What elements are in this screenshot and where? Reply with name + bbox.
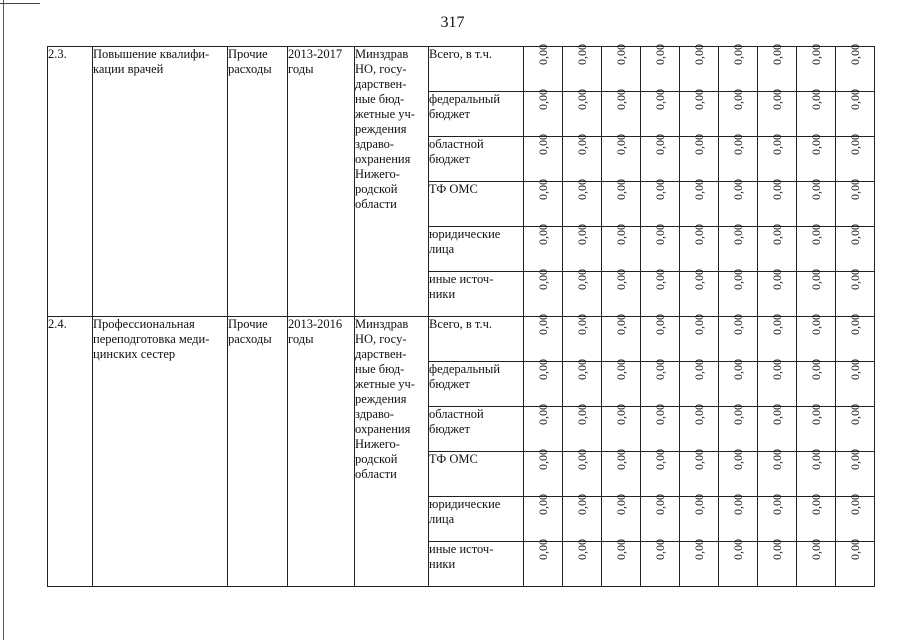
value-cell bbox=[758, 449, 797, 497]
value-text: 0,00 bbox=[808, 404, 823, 425]
value-cell bbox=[680, 134, 719, 182]
value-text: 0,00 bbox=[769, 89, 784, 110]
value-cell bbox=[602, 134, 641, 182]
value-cell bbox=[602, 539, 641, 587]
value-cell bbox=[758, 224, 797, 272]
value-text: 0,00 bbox=[613, 359, 628, 380]
value-cell bbox=[563, 449, 602, 497]
measure-name: Повышение квалифи- кации врачей bbox=[93, 47, 228, 317]
value-cell bbox=[719, 224, 758, 272]
value-cell bbox=[563, 179, 602, 227]
value-cell bbox=[758, 269, 797, 317]
value-cell bbox=[563, 134, 602, 182]
value-text: 0,00 bbox=[613, 44, 628, 65]
value-cell bbox=[719, 449, 758, 497]
funding-source: областной бюджет bbox=[429, 407, 524, 452]
value-text: 0,00 bbox=[691, 89, 706, 110]
value-cell bbox=[680, 449, 719, 497]
value-cell bbox=[797, 494, 836, 542]
value-text: 0,00 bbox=[808, 314, 823, 335]
value-text: 0,00 bbox=[574, 449, 589, 470]
value-cell bbox=[680, 89, 719, 137]
value-text: 0,00 bbox=[574, 314, 589, 335]
value-text: 0,00 bbox=[808, 539, 823, 560]
expense-type: Прочие расходы bbox=[228, 47, 288, 317]
value-cell bbox=[797, 404, 836, 452]
value-text: 0,00 bbox=[613, 224, 628, 245]
value-text: 0,00 bbox=[847, 89, 862, 110]
value-text: 0,00 bbox=[730, 134, 745, 155]
value-text: 0,00 bbox=[808, 359, 823, 380]
value-text: 0,00 bbox=[652, 224, 667, 245]
value-text: 0,00 bbox=[613, 89, 628, 110]
value-cell bbox=[758, 359, 797, 407]
value-text: 0,00 bbox=[574, 404, 589, 425]
funding-source: Всего, в т.ч. bbox=[429, 317, 524, 362]
value-cell bbox=[719, 179, 758, 227]
value-text: 0,00 bbox=[613, 539, 628, 560]
value-cell bbox=[602, 314, 641, 362]
value-cell bbox=[836, 134, 875, 182]
value-cell bbox=[524, 44, 563, 92]
value-text: 0,00 bbox=[847, 404, 862, 425]
value-text: 0,00 bbox=[808, 179, 823, 200]
value-text: 0,00 bbox=[769, 269, 784, 290]
value-cell bbox=[836, 314, 875, 362]
value-cell bbox=[641, 179, 680, 227]
value-cell bbox=[524, 314, 563, 362]
value-cell bbox=[797, 44, 836, 92]
value-text: 0,00 bbox=[535, 134, 550, 155]
value-text: 0,00 bbox=[847, 314, 862, 335]
value-text: 0,00 bbox=[691, 539, 706, 560]
value-text: 0,00 bbox=[574, 494, 589, 515]
value-text: 0,00 bbox=[691, 449, 706, 470]
value-cell bbox=[524, 134, 563, 182]
value-text: 0,00 bbox=[652, 539, 667, 560]
value-cell bbox=[641, 134, 680, 182]
value-text: 0,00 bbox=[613, 134, 628, 155]
value-text: 0,00 bbox=[535, 269, 550, 290]
funding-source: юридические лица bbox=[429, 497, 524, 542]
value-text: 0,00 bbox=[613, 494, 628, 515]
value-text: 0,00 bbox=[535, 449, 550, 470]
value-text: 0,00 bbox=[691, 314, 706, 335]
value-text: 0,00 bbox=[535, 224, 550, 245]
value-cell bbox=[680, 359, 719, 407]
funding-source: федеральный бюджет bbox=[429, 92, 524, 137]
value-text: 0,00 bbox=[730, 224, 745, 245]
value-cell bbox=[836, 539, 875, 587]
value-cell bbox=[524, 224, 563, 272]
value-cell bbox=[836, 89, 875, 137]
value-cell bbox=[680, 314, 719, 362]
value-cell bbox=[563, 224, 602, 272]
scan-edge-mark bbox=[0, 3, 40, 4]
value-text: 0,00 bbox=[769, 224, 784, 245]
value-text: 0,00 bbox=[574, 179, 589, 200]
value-text: 0,00 bbox=[769, 449, 784, 470]
value-text: 0,00 bbox=[535, 494, 550, 515]
value-cell bbox=[524, 359, 563, 407]
value-text: 0,00 bbox=[769, 359, 784, 380]
period: 2013-2016 годы bbox=[288, 317, 355, 587]
value-cell bbox=[797, 314, 836, 362]
value-text: 0,00 bbox=[730, 449, 745, 470]
value-text: 0,00 bbox=[769, 314, 784, 335]
value-text: 0,00 bbox=[808, 89, 823, 110]
value-cell bbox=[719, 359, 758, 407]
value-text: 0,00 bbox=[574, 44, 589, 65]
value-cell bbox=[719, 494, 758, 542]
item-number: 2.4. bbox=[48, 317, 93, 587]
value-text: 0,00 bbox=[691, 44, 706, 65]
value-text: 0,00 bbox=[808, 44, 823, 65]
value-text: 0,00 bbox=[847, 449, 862, 470]
program-table bbox=[47, 46, 875, 587]
value-text: 0,00 bbox=[808, 494, 823, 515]
value-cell bbox=[602, 494, 641, 542]
value-cell bbox=[680, 44, 719, 92]
value-cell bbox=[680, 494, 719, 542]
value-text: 0,00 bbox=[730, 539, 745, 560]
value-text: 0,00 bbox=[691, 134, 706, 155]
value-cell bbox=[680, 269, 719, 317]
value-text: 0,00 bbox=[652, 449, 667, 470]
funding-source: ТФ ОМС bbox=[429, 452, 524, 497]
value-text: 0,00 bbox=[613, 314, 628, 335]
value-cell bbox=[719, 314, 758, 362]
value-text: 0,00 bbox=[535, 89, 550, 110]
value-cell bbox=[719, 404, 758, 452]
value-text: 0,00 bbox=[847, 179, 862, 200]
value-cell bbox=[563, 44, 602, 92]
value-cell bbox=[641, 89, 680, 137]
value-cell bbox=[602, 404, 641, 452]
value-cell bbox=[758, 404, 797, 452]
value-text: 0,00 bbox=[652, 134, 667, 155]
value-text: 0,00 bbox=[847, 224, 862, 245]
value-text: 0,00 bbox=[574, 224, 589, 245]
value-text: 0,00 bbox=[691, 269, 706, 290]
value-cell bbox=[563, 359, 602, 407]
value-text: 0,00 bbox=[769, 179, 784, 200]
value-cell bbox=[797, 449, 836, 497]
value-text: 0,00 bbox=[652, 314, 667, 335]
page-number: 317 bbox=[440, 14, 465, 31]
value-cell bbox=[758, 44, 797, 92]
value-text: 0,00 bbox=[847, 44, 862, 65]
value-text: 0,00 bbox=[769, 404, 784, 425]
value-cell bbox=[524, 449, 563, 497]
executor: Минздрав НО, госу- дарствен- ные бюд- жетные уч- реждения здраво- охранения Нижего- родской области bbox=[355, 317, 429, 587]
value-text: 0,00 bbox=[535, 539, 550, 560]
value-text: 0,00 bbox=[730, 359, 745, 380]
value-cell bbox=[524, 539, 563, 587]
value-cell bbox=[680, 539, 719, 587]
funding-source: иные источ- ники bbox=[429, 542, 524, 587]
funding-source: ТФ ОМС bbox=[429, 182, 524, 227]
scan-edge-line bbox=[3, 0, 4, 640]
value-cell bbox=[641, 404, 680, 452]
value-cell bbox=[719, 134, 758, 182]
value-text: 0,00 bbox=[652, 494, 667, 515]
value-cell bbox=[641, 539, 680, 587]
value-cell bbox=[602, 224, 641, 272]
funding-source: иные источ- ники bbox=[429, 272, 524, 317]
value-text: 0,00 bbox=[574, 269, 589, 290]
value-cell bbox=[602, 449, 641, 497]
value-cell bbox=[680, 179, 719, 227]
value-cell bbox=[758, 134, 797, 182]
value-text: 0,00 bbox=[730, 269, 745, 290]
value-cell bbox=[719, 89, 758, 137]
value-text: 0,00 bbox=[535, 314, 550, 335]
value-cell bbox=[602, 44, 641, 92]
measure-name: Профессиональная переподготовка меди- цинских сестер bbox=[93, 317, 228, 587]
value-text: 0,00 bbox=[574, 134, 589, 155]
value-cell bbox=[602, 89, 641, 137]
value-cell bbox=[758, 179, 797, 227]
value-text: 0,00 bbox=[847, 134, 862, 155]
value-text: 0,00 bbox=[574, 539, 589, 560]
value-cell bbox=[836, 44, 875, 92]
table-row bbox=[48, 47, 875, 92]
value-text: 0,00 bbox=[769, 134, 784, 155]
value-text: 0,00 bbox=[691, 179, 706, 200]
value-cell bbox=[836, 269, 875, 317]
value-cell bbox=[563, 494, 602, 542]
value-cell bbox=[836, 179, 875, 227]
value-cell bbox=[680, 404, 719, 452]
value-cell bbox=[563, 89, 602, 137]
value-text: 0,00 bbox=[535, 44, 550, 65]
funding-source: федеральный бюджет bbox=[429, 362, 524, 407]
value-text: 0,00 bbox=[847, 269, 862, 290]
value-cell bbox=[797, 134, 836, 182]
value-text: 0,00 bbox=[730, 314, 745, 335]
value-text: 0,00 bbox=[535, 359, 550, 380]
value-cell bbox=[758, 89, 797, 137]
value-cell bbox=[524, 179, 563, 227]
funding-source: областной бюджет bbox=[429, 137, 524, 182]
value-cell bbox=[758, 494, 797, 542]
value-cell bbox=[797, 539, 836, 587]
value-text: 0,00 bbox=[652, 404, 667, 425]
value-text: 0,00 bbox=[808, 134, 823, 155]
table-row bbox=[48, 317, 875, 362]
value-text: 0,00 bbox=[691, 494, 706, 515]
value-cell bbox=[602, 269, 641, 317]
value-cell bbox=[758, 314, 797, 362]
value-cell bbox=[836, 449, 875, 497]
value-text: 0,00 bbox=[613, 269, 628, 290]
value-cell bbox=[563, 314, 602, 362]
value-text: 0,00 bbox=[847, 539, 862, 560]
value-text: 0,00 bbox=[613, 179, 628, 200]
funding-source: юридические лица bbox=[429, 227, 524, 272]
value-cell bbox=[836, 224, 875, 272]
value-cell bbox=[524, 89, 563, 137]
value-text: 0,00 bbox=[574, 89, 589, 110]
value-cell bbox=[563, 269, 602, 317]
value-text: 0,00 bbox=[769, 539, 784, 560]
value-text: 0,00 bbox=[808, 224, 823, 245]
value-text: 0,00 bbox=[808, 449, 823, 470]
value-cell bbox=[836, 494, 875, 542]
value-text: 0,00 bbox=[769, 494, 784, 515]
value-cell bbox=[563, 539, 602, 587]
value-cell bbox=[797, 224, 836, 272]
value-cell bbox=[797, 269, 836, 317]
value-cell bbox=[524, 269, 563, 317]
value-text: 0,00 bbox=[769, 44, 784, 65]
executor: Минздрав НО, госу- дарствен- ные бюд- жетные уч- реждения здраво- охранения Нижего- родской области bbox=[355, 47, 429, 317]
value-text: 0,00 bbox=[613, 404, 628, 425]
value-text: 0,00 bbox=[652, 44, 667, 65]
value-cell bbox=[641, 224, 680, 272]
period: 2013-2017 годы bbox=[288, 47, 355, 317]
value-cell bbox=[641, 269, 680, 317]
value-text: 0,00 bbox=[652, 269, 667, 290]
value-text: 0,00 bbox=[730, 494, 745, 515]
value-cell bbox=[758, 539, 797, 587]
value-cell bbox=[719, 539, 758, 587]
value-cell bbox=[719, 44, 758, 92]
value-cell bbox=[563, 404, 602, 452]
value-text: 0,00 bbox=[808, 269, 823, 290]
value-cell bbox=[797, 89, 836, 137]
value-cell bbox=[641, 359, 680, 407]
value-text: 0,00 bbox=[535, 179, 550, 200]
value-cell bbox=[641, 44, 680, 92]
value-cell bbox=[641, 449, 680, 497]
value-cell bbox=[641, 494, 680, 542]
value-cell bbox=[680, 224, 719, 272]
value-text: 0,00 bbox=[847, 494, 862, 515]
value-cell bbox=[836, 404, 875, 452]
item-number: 2.3. bbox=[48, 47, 93, 317]
funding-source: Всего, в т.ч. bbox=[429, 47, 524, 92]
value-cell bbox=[641, 314, 680, 362]
value-text: 0,00 bbox=[730, 404, 745, 425]
value-text: 0,00 bbox=[730, 44, 745, 65]
value-text: 0,00 bbox=[652, 179, 667, 200]
value-text: 0,00 bbox=[535, 404, 550, 425]
value-cell bbox=[602, 359, 641, 407]
value-cell bbox=[719, 269, 758, 317]
value-cell bbox=[836, 359, 875, 407]
value-cell bbox=[797, 179, 836, 227]
expense-type: Прочие расходы bbox=[228, 317, 288, 587]
value-text: 0,00 bbox=[652, 359, 667, 380]
value-text: 0,00 bbox=[691, 224, 706, 245]
value-text: 0,00 bbox=[691, 404, 706, 425]
value-text: 0,00 bbox=[652, 89, 667, 110]
value-text: 0,00 bbox=[730, 89, 745, 110]
value-text: 0,00 bbox=[613, 449, 628, 470]
value-cell bbox=[524, 404, 563, 452]
value-text: 0,00 bbox=[847, 359, 862, 380]
value-cell bbox=[797, 359, 836, 407]
value-cell bbox=[524, 494, 563, 542]
value-cell bbox=[602, 179, 641, 227]
value-text: 0,00 bbox=[730, 179, 745, 200]
value-text: 0,00 bbox=[691, 359, 706, 380]
value-text: 0,00 bbox=[574, 359, 589, 380]
